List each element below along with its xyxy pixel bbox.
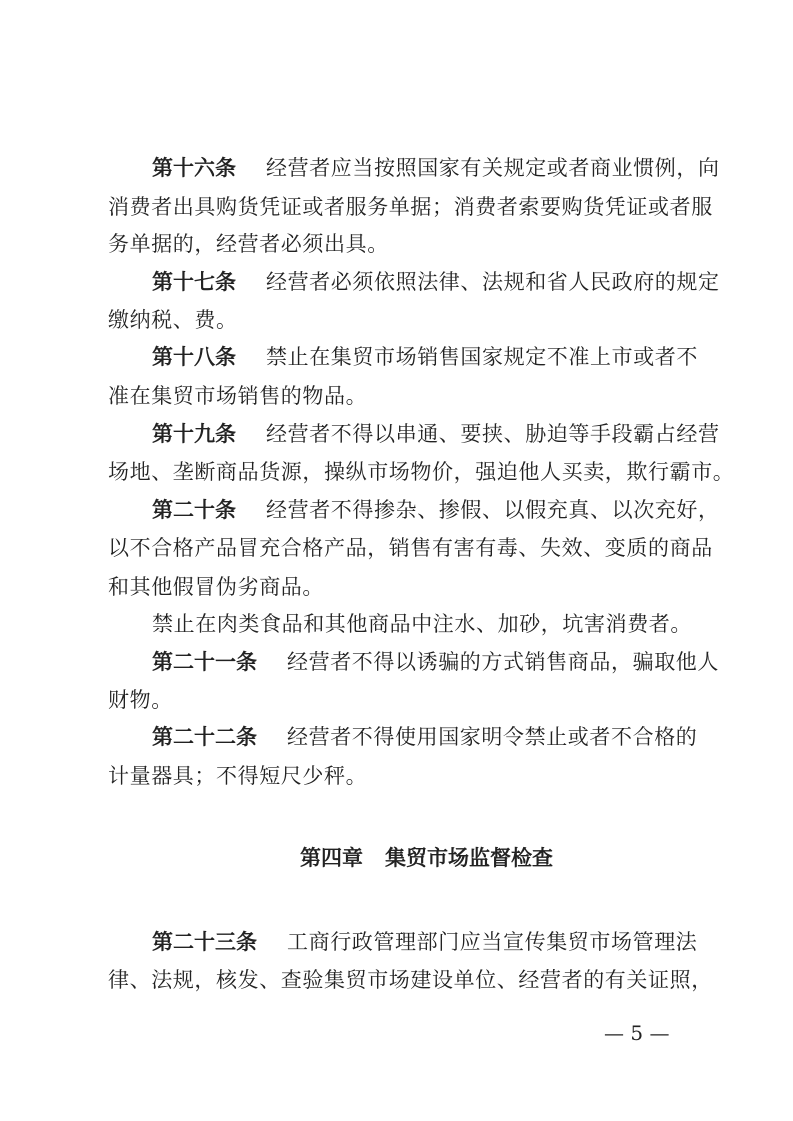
article-22-line-1 (152, 718, 742, 756)
article-20-line-3: 和其他假冒伪劣商品。 (108, 575, 324, 599)
article-label: 第二十条 (152, 498, 236, 522)
article-16-line-1 (152, 149, 742, 187)
article-label: 第二十三条 (152, 930, 257, 954)
article-23-line-1 (152, 923, 742, 961)
article-20-paragraph-2: 禁止在肉类食品和其他商品中注水、加砂，坑害消费者。 (152, 612, 692, 636)
article-text: 经营者不得掺杂、掺假、以假充真、以次充好， (266, 498, 720, 522)
article-16-line-3: 务单据的，经营者必须出具。 (108, 232, 389, 256)
article-text: 禁止在集贸市场销售国家规定不准上市或者不 (266, 345, 698, 369)
page-number: — 5 — (604, 1021, 670, 1045)
article-label: 第十九条 (152, 422, 236, 446)
article-text: 经营者必须依照法律、法规和省人民政府的规定 (266, 270, 720, 294)
article-22-line-2: 计量器具；不得短尺少秤。 (108, 764, 368, 788)
article-19-line-1 (152, 415, 742, 453)
article-18-line-1 (152, 338, 742, 376)
article-label: 第十八条 (152, 345, 236, 369)
article-23-line-2: 律、法规，核发、查验集贸市场建设单位、经营者的有关证照， (108, 968, 713, 992)
article-17-line-1 (152, 263, 742, 301)
article-label: 第十六条 (152, 156, 236, 180)
article-18-line-2: 准在集贸市场销售的物品。 (108, 384, 368, 408)
article-21-line-2: 财物。 (108, 688, 173, 712)
article-label: 第二十二条 (152, 725, 257, 749)
article-text: 经营者不得以诱骗的方式销售商品，骗取他人 (287, 650, 719, 674)
article-20-line-1 (152, 491, 742, 529)
article-text: 工商行政管理部门应当宣传集贸市场管理法 (287, 930, 698, 954)
article-19-line-2: 场地、垄断商品货源，操纵市场物价，强迫他人买卖，欺行霸市。 (108, 460, 735, 484)
article-16-line-2: 消费者出具购货凭证或者服务单据；消费者索要购货凭证或者服 (108, 195, 713, 219)
article-label: 第十七条 (152, 270, 236, 294)
article-20-line-2: 以不合格产品冒充合格产品，销售有害有毒、失效、变质的商品 (108, 536, 713, 560)
article-17-line-2: 缴纳税、费。 (108, 308, 238, 332)
article-text: 经营者不得以串通、要挟、胁迫等手段霸占经营 (266, 422, 720, 446)
article-label: 第二十一条 (152, 650, 257, 674)
chapter-heading (300, 839, 553, 877)
chapter-title: 集贸市场监督检查 (385, 846, 553, 870)
chapter-number: 第四章 (300, 846, 363, 870)
article-text: 经营者不得使用国家明令禁止或者不合格的 (287, 725, 698, 749)
article-21-line-1 (152, 643, 742, 681)
article-text: 经营者应当按照国家有关规定或者商业惯例，向 (266, 156, 720, 180)
